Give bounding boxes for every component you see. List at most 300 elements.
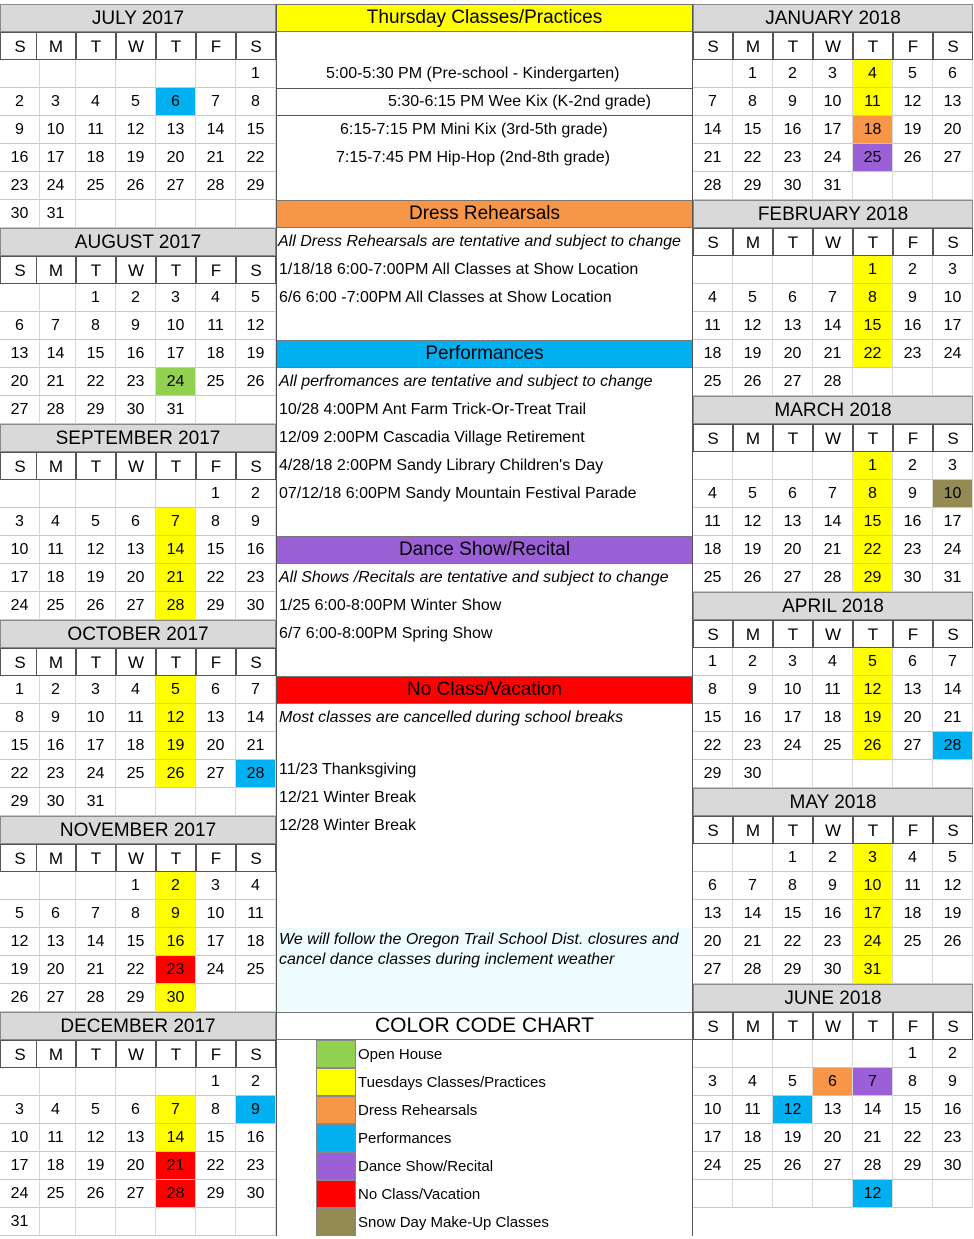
day-cell: 6 [196,676,236,704]
day-cell: 30 [893,564,933,592]
day-cell: 1 [0,676,40,704]
day-cell: 12 [733,312,773,340]
day-cell: 17 [156,340,196,368]
weekday-header: F [196,32,236,60]
empty-day-cell [693,844,733,872]
weekday-header: F [893,1012,933,1040]
dance-show-line-2: 6/7 6:00-8:00PM Spring Show [279,625,493,642]
empty-day-cell [893,956,933,984]
weekday-header: S [236,1040,276,1068]
empty-day-cell [116,60,156,88]
day-cell: 23 [116,368,156,396]
day-cell: 19 [156,732,196,760]
day-cell: 11 [893,872,933,900]
day-cell: 2 [933,1040,973,1068]
empty-day-cell [933,172,973,200]
day-cell: 5 [76,508,116,536]
empty-day-cell [196,60,236,88]
divider-left [276,4,277,1236]
day-cell: 11 [813,676,853,704]
day-cell: 20 [196,732,236,760]
day-cell: 11 [36,536,76,564]
day-cell: 30 [156,984,196,1012]
month-title: AUGUST 2017 [0,228,276,256]
day-cell: 4 [76,88,116,116]
weekday-header: W [116,256,156,284]
day-cell: 2 [0,88,40,116]
day-cell: 28 [853,1152,893,1180]
weekday-header: S [236,256,276,284]
day-cell: 20 [893,704,933,732]
day-cell: 11 [693,508,733,536]
day-cell: 1 [773,844,813,872]
day-cell: 3 [853,844,893,872]
day-cell: 11 [116,704,156,732]
day-cell: 7 [76,900,116,928]
weekday-header: W [813,32,853,60]
empty-day-cell [693,1180,733,1208]
day-cell: 17 [693,1124,733,1152]
day-cell: 4 [733,1068,773,1096]
day-cell: 15 [236,116,276,144]
legend-swatch [316,1208,356,1236]
day-cell: 12 [0,928,40,956]
day-cell: 16 [156,928,196,956]
day-cell: 25 [733,1152,773,1180]
day-cell: 21 [933,704,973,732]
day-cell: 15 [116,928,156,956]
day-cell: 22 [196,564,236,592]
day-cell: 14 [853,1096,893,1124]
empty-day-cell [116,1208,156,1236]
day-cell: 4 [116,676,156,704]
day-cell: 15 [853,508,893,536]
performance-line-1: 10/28 4:00PM Ant Farm Trick-Or-Treat Trail [279,401,587,418]
weekday-header: W [116,844,156,872]
weekday-header: T [773,620,813,648]
day-cell: 18 [813,704,853,732]
empty-day-cell [196,788,236,816]
day-cell: 27 [693,956,733,984]
day-cell: 18 [733,1124,773,1152]
day-cell: 20 [116,564,156,592]
day-cell: 26 [733,564,773,592]
day-cell: 6 [0,312,40,340]
day-cell: 9 [813,872,853,900]
empty-day-cell [693,256,733,284]
weekday-header: T [853,32,893,60]
day-cell: 29 [853,564,893,592]
day-cell: 8 [773,872,813,900]
day-cell: 27 [156,172,196,200]
weekday-header: S [693,1012,733,1040]
weekday-header: M [733,228,773,256]
empty-day-cell [236,396,276,424]
empty-day-cell [773,256,813,284]
day-cell: 15 [853,312,893,340]
day-cell: 6 [773,284,813,312]
empty-day-cell [76,872,116,900]
day-cell: 28 [733,956,773,984]
day-cell: 16 [236,1124,276,1152]
weekday-header: M [733,620,773,648]
month-title: MAY 2018 [693,788,973,816]
day-cell: 2 [36,676,76,704]
weekday-header: S [933,620,973,648]
no-class-note: Most classes are cancelled during school breaks [279,709,624,726]
day-cell: 2 [733,648,773,676]
empty-day-cell [236,788,276,816]
day-cell: 21 [693,144,733,172]
weekday-header: F [196,844,236,872]
day-cell: 19 [76,1152,116,1180]
day-cell: 7 [813,284,853,312]
day-cell: 8 [116,900,156,928]
weekday-header: T [76,844,116,872]
weekday-header: S [933,816,973,844]
day-cell: 18 [116,732,156,760]
day-cell: 4 [693,480,733,508]
day-cell: 13 [693,900,733,928]
day-cell: 21 [813,536,853,564]
legend-label: Tuesdays Classes/Practices [358,1073,546,1091]
day-cell: 25 [813,732,853,760]
empty-day-cell [116,1068,156,1096]
day-cell: 16 [933,1096,973,1124]
day-cell: 12 [733,508,773,536]
day-cell: 10 [156,312,196,340]
day-cell: 9 [773,88,813,116]
day-cell: 11 [853,88,893,116]
day-cell: 29 [76,396,116,424]
empty-day-cell [933,1180,973,1208]
thursday-spacer [276,32,693,60]
day-cell: 28 [236,760,276,788]
weekday-header: T [76,32,116,60]
day-cell: 1 [853,452,893,480]
month-title: SEPTEMBER 2017 [0,424,276,452]
day-cell: 24 [156,368,196,396]
empty-day-cell [236,200,276,228]
performance-line-2: 12/09 2:00PM Cascadia Village Retirement [279,429,585,446]
day-cell: 9 [933,1068,973,1096]
day-cell: 24 [196,956,236,984]
day-cell: 13 [116,536,156,564]
thursday-line-2: 5:30-6:15 PM Wee Kix (K-2nd grade) [276,88,693,116]
day-cell: 28 [693,172,733,200]
day-cell: 12 [933,872,973,900]
day-cell: 27 [196,760,236,788]
day-cell: 13 [893,676,933,704]
empty-day-cell [693,60,733,88]
day-cell: 26 [853,732,893,760]
dance-show-note: All Shows /Recitals are tentative and subject to change [279,569,669,586]
day-cell: 9 [36,704,76,732]
empty-day-cell [0,60,40,88]
day-cell: 12 [236,312,276,340]
empty-day-cell [853,760,893,788]
weekday-header: F [196,1040,236,1068]
day-cell: 10 [933,480,973,508]
day-cell: 24 [813,144,853,172]
weekday-header: S [0,452,40,480]
day-cell: 10 [933,284,973,312]
day-cell: 3 [156,284,196,312]
day-cell: 21 [733,928,773,956]
day-cell: 17 [933,312,973,340]
day-cell: 5 [933,844,973,872]
empty-day-cell [693,452,733,480]
day-cell: 13 [0,340,40,368]
weekday-header: T [76,648,116,676]
day-cell: 20 [933,116,973,144]
legend-label: Dress Rehearsals [358,1101,478,1119]
empty-day-cell [733,1040,773,1068]
day-cell: 16 [236,536,276,564]
day-cell: 11 [196,312,236,340]
day-cell: 13 [156,116,196,144]
empty-day-cell [853,172,893,200]
day-cell: 21 [156,564,196,592]
day-cell: 20 [116,1152,156,1180]
weekday-header: F [893,620,933,648]
day-cell: 1 [853,256,893,284]
performances-note: All perfromances are tentative and subject to change [279,373,653,390]
weekday-header: S [933,228,973,256]
empty-day-cell [36,480,76,508]
day-cell: 14 [693,116,733,144]
day-cell: 26 [733,368,773,396]
day-cell: 12 [773,1096,813,1124]
day-cell: 7 [853,1068,893,1096]
day-cell: 29 [773,956,813,984]
day-cell: 20 [773,536,813,564]
empty-day-cell [893,760,933,788]
no-class-title: No Class/Vacation [276,676,693,704]
day-cell: 1 [893,1040,933,1068]
day-cell: 8 [853,480,893,508]
legend-swatch [316,1040,356,1068]
empty-day-cell [36,284,76,312]
day-cell: 14 [733,900,773,928]
weekday-header: W [813,816,853,844]
day-cell: 11 [76,116,116,144]
day-cell: 29 [0,788,40,816]
day-cell: 23 [156,956,196,984]
day-cell: 21 [156,1152,196,1180]
day-cell: 31 [853,956,893,984]
day-cell: 15 [733,116,773,144]
weekday-header: S [693,32,733,60]
weekday-header: T [76,256,116,284]
day-cell: 16 [0,144,40,172]
empty-day-cell [116,480,156,508]
day-cell: 11 [36,1124,76,1152]
weekday-header: M [733,32,773,60]
day-cell: 25 [893,928,933,956]
day-cell: 4 [236,872,276,900]
day-cell: 5 [76,1096,116,1124]
day-cell: 27 [813,1152,853,1180]
day-cell: 16 [813,900,853,928]
day-cell: 23 [0,172,40,200]
day-cell: 9 [733,676,773,704]
day-cell: 4 [853,60,893,88]
day-cell: 21 [76,956,116,984]
day-cell: 28 [933,732,973,760]
day-cell: 14 [156,536,196,564]
day-cell: 22 [693,732,733,760]
day-cell: 15 [76,340,116,368]
day-cell: 5 [236,284,276,312]
month-title: MARCH 2018 [693,396,973,424]
dress-rehearsals-title: Dress Rehearsals [276,200,693,228]
empty-day-cell [156,200,196,228]
no-class-line-2: 12/21 Winter Break [279,789,416,806]
day-cell: 16 [773,116,813,144]
day-cell: 18 [36,1152,76,1180]
day-cell: 6 [933,60,973,88]
weekday-header: W [116,1040,156,1068]
weekday-header: T [156,648,196,676]
day-cell: 1 [733,60,773,88]
weekday-header: S [0,1040,40,1068]
empty-day-cell [933,956,973,984]
day-cell: 25 [693,368,733,396]
weekday-header: W [116,452,156,480]
weekday-header: T [773,816,813,844]
weekday-header: F [893,32,933,60]
day-cell: 2 [893,256,933,284]
empty-day-cell [773,760,813,788]
thursday-line-4: 7:15-7:45 PM Hip-Hop (2nd-8th grade) [336,149,610,166]
day-cell: 19 [236,340,276,368]
day-cell: 22 [116,956,156,984]
empty-day-cell [156,60,196,88]
weekday-header: M [36,32,76,60]
day-cell: 5 [773,1068,813,1096]
day-cell: 3 [773,648,813,676]
day-cell: 8 [733,88,773,116]
weekday-header: W [813,228,853,256]
day-cell: 3 [933,452,973,480]
day-cell: 28 [156,592,196,620]
day-cell: 24 [0,592,40,620]
day-cell: 25 [196,368,236,396]
day-cell: 26 [76,592,116,620]
day-cell: 17 [0,1152,40,1180]
day-cell: 18 [76,144,116,172]
day-cell: 19 [76,564,116,592]
weekday-header: F [196,452,236,480]
day-cell: 17 [813,116,853,144]
day-cell: 11 [733,1096,773,1124]
day-cell: 5 [0,900,40,928]
day-cell: 25 [76,172,116,200]
weekday-header: T [773,424,813,452]
weekday-header: S [236,844,276,872]
weekday-header: M [733,1012,773,1040]
day-cell: 6 [116,508,156,536]
day-cell: 30 [733,760,773,788]
weekday-header: T [76,452,116,480]
day-cell: 22 [733,144,773,172]
day-cell: 26 [773,1152,813,1180]
day-cell: 30 [933,1152,973,1180]
day-cell: 3 [0,508,40,536]
day-cell: 29 [196,1180,236,1208]
empty-day-cell [196,396,236,424]
day-cell: 1 [196,480,236,508]
day-cell: 27 [773,368,813,396]
weekday-header: F [196,256,236,284]
day-cell: 25 [236,956,276,984]
day-cell: 7 [933,648,973,676]
empty-day-cell [813,1180,853,1208]
empty-day-cell [156,480,196,508]
day-cell: 26 [893,144,933,172]
weekday-header: S [236,32,276,60]
day-cell: 23 [236,1152,276,1180]
day-cell: 29 [116,984,156,1012]
day-cell: 31 [813,172,853,200]
day-cell: 3 [0,1096,40,1124]
weekday-header: T [773,1012,813,1040]
weekday-header: W [813,1012,853,1040]
day-cell: 20 [813,1124,853,1152]
day-cell: 5 [156,676,196,704]
legend-label: Dance Show/Recital [358,1157,494,1175]
dress-rehearsal-line-2: 6/6 6:00 -7:00PM All Classes at Show Location [279,289,612,306]
day-cell: 14 [196,116,236,144]
day-cell: 3 [693,1068,733,1096]
weekday-header: S [693,228,733,256]
empty-day-cell [36,1068,76,1096]
day-cell: 24 [933,536,973,564]
day-cell: 15 [893,1096,933,1124]
day-cell: 29 [733,172,773,200]
weekday-header: T [773,32,813,60]
day-cell: 19 [733,340,773,368]
day-cell: 2 [893,452,933,480]
month-title: DECEMBER 2017 [0,1012,276,1040]
day-cell: 9 [236,1096,276,1124]
day-cell: 10 [853,872,893,900]
day-cell: 25 [36,1180,76,1208]
day-cell: 15 [693,704,733,732]
day-cell: 12 [156,704,196,732]
weekday-header: M [36,256,76,284]
day-cell: 28 [36,396,76,424]
empty-day-cell [733,256,773,284]
weekday-header: S [693,620,733,648]
empty-day-cell [76,1068,116,1096]
month-title: NOVEMBER 2017 [0,816,276,844]
day-cell: 26 [76,1180,116,1208]
day-cell: 17 [773,704,813,732]
day-cell: 19 [116,144,156,172]
day-cell: 26 [156,760,196,788]
day-cell: 7 [813,480,853,508]
day-cell: 7 [196,88,236,116]
color-code-chart-title: COLOR CODE CHART [276,1012,693,1040]
day-cell: 21 [813,340,853,368]
empty-day-cell [893,368,933,396]
day-cell: 7 [36,312,76,340]
day-cell: 1 [76,284,116,312]
day-cell: 27 [773,564,813,592]
day-cell: 18 [196,340,236,368]
